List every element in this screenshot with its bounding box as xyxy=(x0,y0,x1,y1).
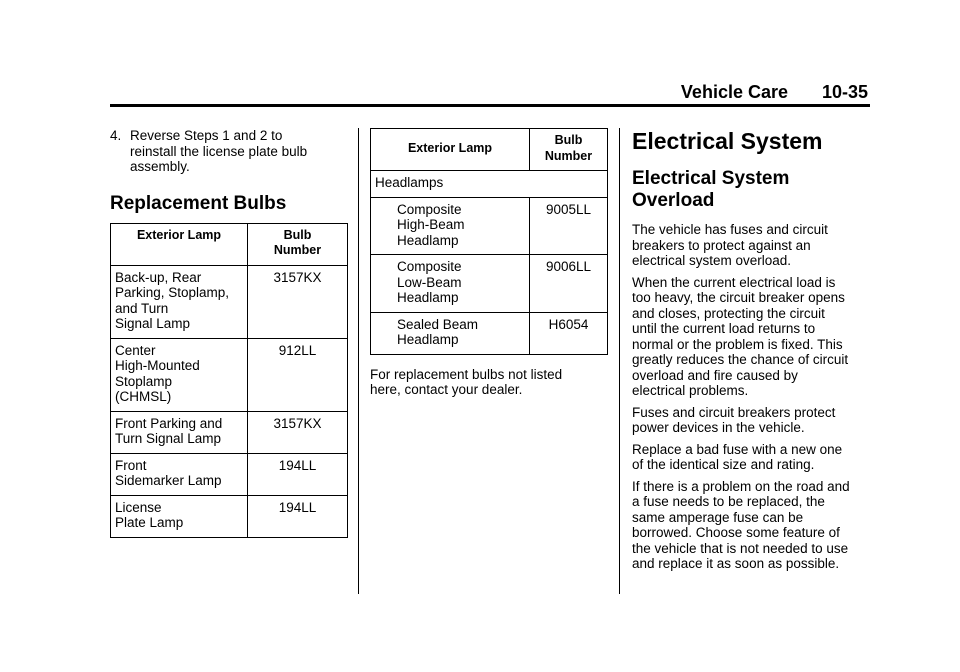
text-line: Number xyxy=(273,243,322,257)
lamp-cell xyxy=(371,255,530,313)
text-line: If there is a problem on the road and xyxy=(632,478,850,494)
text-line: The vehicle has fuses and circuit xyxy=(632,222,828,237)
bulb-cell: 3157KX xyxy=(248,265,348,338)
text-line: overload and fire caused by xyxy=(632,367,798,383)
text-line: Composite xyxy=(397,259,462,274)
text-line: Turn Signal Lamp xyxy=(115,431,222,446)
text-line: Plate Lamp xyxy=(115,515,184,530)
column-header-bulb xyxy=(248,223,348,265)
text-line: the vehicle that is not needed to use xyxy=(632,540,849,556)
bulb-cell: 194LL xyxy=(248,495,348,537)
table-row xyxy=(371,197,608,255)
text-line: same amperage fuse can be xyxy=(632,509,804,525)
chapter-title: Electrical System xyxy=(632,128,823,154)
headlamp-table xyxy=(370,128,608,355)
text-line: and Turn xyxy=(115,300,169,316)
text-line: Sidemarker Lamp xyxy=(115,473,222,488)
text-line: Parking, Stoplamp, xyxy=(115,285,230,300)
text-line: too heavy, the circuit breaker opens xyxy=(632,290,845,305)
bulb-cell: H6054 xyxy=(530,312,608,354)
text-line: reinstall the license plate bulb xyxy=(130,143,308,159)
text-line: until the current load returns to xyxy=(632,321,816,336)
column-left xyxy=(110,128,348,538)
bulb-table xyxy=(110,223,348,538)
lamp-cell xyxy=(111,265,248,338)
section-heading: Replacement Bulbs xyxy=(110,192,287,214)
text-line: Headlamp xyxy=(397,332,459,347)
lamp-cell xyxy=(111,411,248,453)
text-line: normal or the problem is fixed. This xyxy=(632,336,843,352)
text-line: Number xyxy=(544,148,593,163)
body-paragraph xyxy=(632,222,870,269)
text-line: Composite xyxy=(397,201,462,217)
lamp-cell xyxy=(371,312,530,354)
text-line: High-Beam xyxy=(397,217,465,232)
bulb-cell: 9006LL xyxy=(530,255,608,313)
text-line: Headlamp xyxy=(397,232,459,248)
text-line: Front Parking and xyxy=(115,415,223,431)
column-header-lamp: Exterior Lamp xyxy=(371,129,530,171)
text-line: Electrical System xyxy=(632,168,790,189)
text-line: breakers to protect against an xyxy=(632,237,811,253)
column-header-lamp: Exterior Lamp xyxy=(111,223,248,265)
lamp-cell xyxy=(111,453,248,495)
text-line: (CHMSL) xyxy=(115,389,172,404)
table-group-row xyxy=(371,171,608,198)
lamp-cell xyxy=(111,495,248,537)
text-line: Back-up, Rear xyxy=(115,269,202,285)
text-line: When the current electrical load is xyxy=(632,274,836,290)
text-line: greatly reduces the chance of circuit xyxy=(632,352,849,367)
table-row xyxy=(111,453,348,495)
bulb-cell: 3157KX xyxy=(248,411,348,453)
page-header xyxy=(110,82,870,107)
text-line: power devices in the vehicle. xyxy=(632,420,805,435)
text-line: Front xyxy=(115,457,147,473)
step-item xyxy=(110,128,348,175)
column-middle xyxy=(370,128,608,404)
lamp-cell xyxy=(111,338,248,411)
text-line: Signal Lamp xyxy=(115,316,191,331)
text-line: here, contact your dealer. xyxy=(370,382,523,397)
bulb-cell: 912LL xyxy=(248,338,348,411)
page-number: 10-35 xyxy=(821,82,868,102)
table-row xyxy=(111,265,348,338)
body-paragraph xyxy=(632,405,870,436)
bulb-cell: 194LL xyxy=(248,453,348,495)
table-row xyxy=(371,312,608,354)
text-line: Reverse Steps 1 and 2 to xyxy=(130,128,283,143)
section-title: Vehicle Care xyxy=(680,82,788,102)
lamp-cell xyxy=(371,197,530,255)
column-divider xyxy=(619,128,620,594)
table-row xyxy=(371,255,608,313)
text-line: Center xyxy=(115,342,156,358)
table-header-row xyxy=(111,223,348,265)
step-number: 4. xyxy=(110,128,122,143)
text-line: Headlamp xyxy=(397,290,459,305)
note-paragraph xyxy=(370,367,608,398)
group-label: Headlamps xyxy=(371,171,608,198)
text-line: Sealed Beam xyxy=(397,316,479,332)
text-line: License xyxy=(115,499,162,515)
text-line: a fuse needs to be replaced, the xyxy=(632,494,825,509)
text-line: and replace it as soon as possible. xyxy=(632,556,840,571)
table-row xyxy=(111,495,348,537)
text-line: electrical problems. xyxy=(632,383,749,398)
text-line: High-Mounted xyxy=(115,358,200,373)
text-line: Overload xyxy=(632,190,715,211)
body-paragraph xyxy=(632,275,870,399)
table-row xyxy=(111,411,348,453)
text-line: assembly. xyxy=(130,159,190,174)
bulb-cell: 9005LL xyxy=(530,197,608,255)
text-line: borrowed. Choose some feature of xyxy=(632,525,840,540)
text-line: Fuses and circuit breakers protect xyxy=(632,404,836,420)
text-line: Low-Beam xyxy=(397,274,462,290)
text-line: Bulb xyxy=(554,133,583,147)
column-divider xyxy=(358,128,359,594)
text-line: Replace a bad fuse with a new one xyxy=(632,441,843,457)
subsection-title xyxy=(632,168,870,212)
column-header-bulb xyxy=(530,129,608,171)
table-header-row xyxy=(371,129,608,171)
column-right xyxy=(632,128,870,578)
text-line: Bulb xyxy=(283,227,312,242)
text-line: and closes, protecting the circuit xyxy=(632,305,825,321)
text-line: of the identical size and rating. xyxy=(632,457,815,472)
text-line: For replacement bulbs not listed xyxy=(370,366,563,382)
text-line: Stoplamp xyxy=(115,373,173,389)
body-paragraph xyxy=(632,479,870,572)
text-line: electrical system overload. xyxy=(632,253,792,268)
table-row xyxy=(111,338,348,411)
step-text xyxy=(130,128,307,175)
body-paragraph xyxy=(632,442,870,473)
